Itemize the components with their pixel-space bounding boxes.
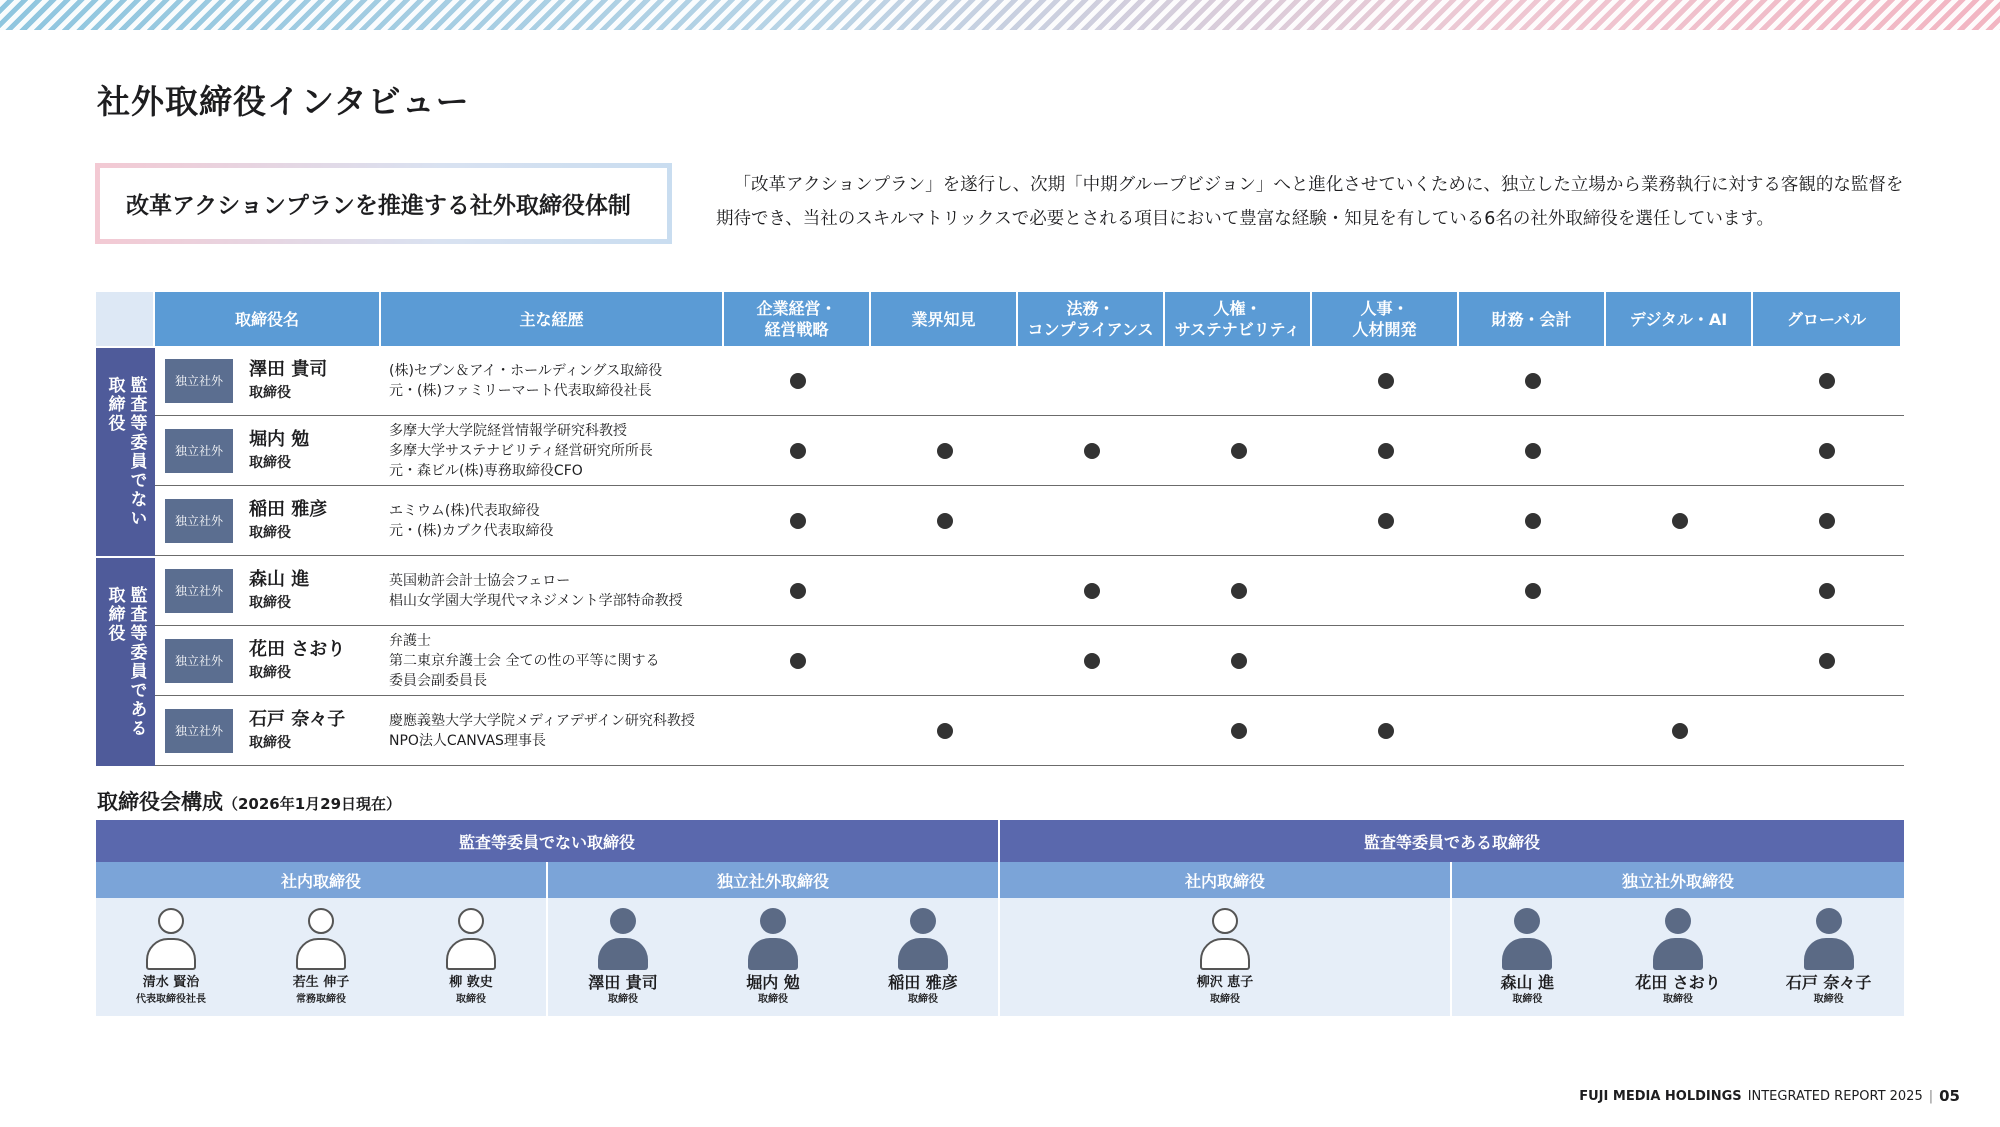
person-icon-head xyxy=(308,908,334,934)
career-line: 委員会副委員長 xyxy=(389,672,487,689)
footer-separator: | xyxy=(1928,1088,1934,1104)
director-name-cell xyxy=(155,486,381,555)
skill-dot xyxy=(790,373,806,389)
board-member xyxy=(1610,908,1746,1008)
skill-dot xyxy=(1525,443,1541,459)
skill-dot xyxy=(790,653,806,669)
member-name: 若生 伸子 xyxy=(292,975,350,990)
section-subtitle: 改革アクションプランを推進する社外取締役体制 xyxy=(100,168,667,239)
decorative-stripe-band xyxy=(0,0,2000,30)
group-label-1 xyxy=(96,556,155,766)
skill-cell-1 xyxy=(871,486,1018,555)
director-row xyxy=(155,696,1904,766)
composition-sub-header-3: 独立社外取締役 xyxy=(1452,862,1904,898)
skill-dot xyxy=(1525,513,1541,529)
skill-dot xyxy=(790,583,806,599)
director-row xyxy=(155,416,1904,486)
skill-dot xyxy=(1378,443,1394,459)
independent-badge: 独立社外 xyxy=(165,639,233,683)
skill-cell-4 xyxy=(1312,346,1459,415)
director-career-cell xyxy=(381,416,724,485)
intro-paragraph: 「改革アクションプラン」を遂行し、次期「中期グループビジョン」へと進化させていくために、独立した立場から業務執行に対する客観的な監督を期待でき、当社のスキルマトリックスで必要とされる項目において豊富な経験・知見を有している6名の社外取締役を選任しています。 xyxy=(716,175,1904,229)
composition-sub-header-0: 社内取締役 xyxy=(96,862,548,898)
member-name: 森山 進 xyxy=(1500,973,1555,992)
career-line: エミウム(株)代表取締役 xyxy=(389,502,540,519)
director-career-cell xyxy=(381,346,724,415)
director-role: 取締役 xyxy=(249,734,291,751)
member-name: 花田 さおり xyxy=(1635,973,1721,992)
skill-dot xyxy=(937,723,953,739)
page-number: 05 xyxy=(1939,1087,1960,1105)
header-skill-3: 人権・ サステナビリティ xyxy=(1165,292,1312,346)
skill-cell-2 xyxy=(1018,626,1165,695)
director-row xyxy=(155,346,1904,416)
skill-dot xyxy=(1231,443,1247,459)
skill-cell-7 xyxy=(1753,346,1900,415)
director-name-cell xyxy=(155,346,381,415)
member-name: 柳沢 恵子 xyxy=(1196,975,1254,990)
skill-cell-1 xyxy=(871,626,1018,695)
director-row xyxy=(155,626,1904,696)
skill-cell-6 xyxy=(1606,416,1753,485)
member-name: 稲田 雅彦 xyxy=(888,973,958,992)
page-title: 社外取締役インタビュー xyxy=(97,82,470,121)
skill-cell-7 xyxy=(1753,486,1900,555)
member-title: 常務取締役 xyxy=(296,994,346,1005)
person-icon-body xyxy=(898,938,948,970)
person-icon-head xyxy=(1514,908,1540,934)
director-name-block xyxy=(249,708,345,754)
skill-cell-2 xyxy=(1018,416,1165,485)
director-name-cell xyxy=(155,696,381,765)
member-name: 清水 賢治 xyxy=(142,975,200,990)
group-rows xyxy=(155,556,1904,766)
skill-dot xyxy=(1819,513,1835,529)
footer-brand: FUJI MEDIA HOLDINGS xyxy=(1579,1088,1742,1104)
skill-cell-5 xyxy=(1459,346,1606,415)
skill-dot xyxy=(1525,583,1541,599)
skill-cell-2 xyxy=(1018,346,1165,415)
skill-cell-6 xyxy=(1606,556,1753,625)
independent-badge: 独立社外 xyxy=(165,359,233,403)
person-icon-head xyxy=(1212,908,1238,934)
skill-dot xyxy=(1231,723,1247,739)
skill-cell-7 xyxy=(1753,626,1900,695)
skill-cell-6 xyxy=(1606,696,1753,765)
skill-cell-3 xyxy=(1165,486,1312,555)
skill-cell-7 xyxy=(1753,556,1900,625)
member-title: 取締役 xyxy=(1662,994,1693,1005)
member-title: 取締役 xyxy=(758,994,788,1005)
person-icon xyxy=(748,908,798,970)
skill-cell-3 xyxy=(1165,416,1312,485)
group-label-0 xyxy=(96,346,155,556)
member-title: 取締役 xyxy=(1813,994,1844,1005)
header-skill-1: 業界知見 xyxy=(871,292,1018,346)
group-label-text: 監査等委員である 取締役 xyxy=(104,586,147,738)
director-name: 澤田 貴司 xyxy=(249,358,328,380)
skill-dot xyxy=(1378,723,1394,739)
director-name-block xyxy=(249,638,345,684)
member-title: 取締役 xyxy=(456,994,486,1005)
skill-cell-7 xyxy=(1753,416,1900,485)
skill-dot xyxy=(1084,443,1100,459)
skill-cell-5 xyxy=(1459,556,1606,625)
header-skill-2: 法務・ コンプライアンス xyxy=(1018,292,1165,346)
independent-badge: 独立社外 xyxy=(165,429,233,473)
director-name: 石戸 奈々子 xyxy=(249,708,346,730)
skill-dot xyxy=(1672,513,1688,529)
skill-cell-0 xyxy=(724,696,871,765)
director-row xyxy=(155,486,1904,556)
skill-dot xyxy=(1231,653,1247,669)
director-role: 取締役 xyxy=(249,524,291,541)
skill-dot xyxy=(1378,513,1394,529)
skill-dot xyxy=(1231,583,1247,599)
skill-cell-4 xyxy=(1312,626,1459,695)
composition-top-header-1: 監査等委員である取締役 xyxy=(1000,820,1904,862)
skill-cell-5 xyxy=(1459,486,1606,555)
composition-cell-2 xyxy=(1000,898,1452,1016)
group-label-text: 監査等委員でない 取締役 xyxy=(104,376,147,528)
skill-cell-1 xyxy=(871,556,1018,625)
member-name: 澤田 貴司 xyxy=(588,973,658,992)
board-composition xyxy=(96,820,1904,1016)
director-group-0 xyxy=(96,346,1904,556)
composition-date: （2026年1月29日現在） xyxy=(223,795,402,813)
director-name-cell xyxy=(155,626,381,695)
career-line: (株)セブン＆アイ・ホールディングス取締役 xyxy=(389,362,663,379)
director-role: 取締役 xyxy=(249,594,291,611)
composition-top-header-0: 監査等委員でない取締役 xyxy=(96,820,1000,862)
skill-dot xyxy=(1819,373,1835,389)
career-line: 元・森ビル(株)専務取締役CFO xyxy=(389,462,583,479)
director-career-cell xyxy=(381,696,724,765)
director-name: 稲田 雅彦 xyxy=(249,498,328,520)
skill-cell-0 xyxy=(724,346,871,415)
composition-cell-1 xyxy=(548,898,1000,1016)
board-member xyxy=(403,908,539,1008)
director-role: 取締役 xyxy=(249,384,291,401)
person-icon-head xyxy=(158,908,184,934)
header-skill-7: グローバル xyxy=(1753,292,1900,346)
skill-cell-5 xyxy=(1459,416,1606,485)
member-name: 堀内 勉 xyxy=(746,973,800,992)
skill-dot xyxy=(1084,653,1100,669)
composition-title-text: 取締役会構成 xyxy=(97,790,223,814)
person-icon-head xyxy=(1665,908,1691,934)
person-icon-body xyxy=(598,938,648,970)
skill-cell-5 xyxy=(1459,696,1606,765)
skill-matrix-header xyxy=(96,292,1904,346)
skill-cell-4 xyxy=(1312,416,1459,485)
career-line: 弁護士 xyxy=(389,632,431,649)
career-line: 元・(株)ファミリーマート代表取締役社長 xyxy=(389,382,652,399)
skill-cell-3 xyxy=(1165,556,1312,625)
header-skill-5: 財務・会計 xyxy=(1459,292,1606,346)
board-member xyxy=(103,908,239,1008)
person-icon-head xyxy=(910,908,936,934)
page-footer xyxy=(1579,1087,1960,1105)
group-rows xyxy=(155,346,1904,556)
director-name-block xyxy=(249,498,327,544)
skill-cell-0 xyxy=(724,556,871,625)
composition-title xyxy=(97,786,401,816)
director-role: 取締役 xyxy=(249,664,291,681)
header-skill-6: デジタル・AI xyxy=(1606,292,1753,346)
skill-dot xyxy=(790,443,806,459)
director-name-block xyxy=(249,358,327,404)
skill-cell-6 xyxy=(1606,626,1753,695)
director-career-cell xyxy=(381,556,724,625)
skill-cell-6 xyxy=(1606,486,1753,555)
director-career-cell xyxy=(381,626,724,695)
director-career-cell xyxy=(381,486,724,555)
member-title: 取締役 xyxy=(608,994,638,1005)
person-icon-body xyxy=(146,938,196,970)
skill-cell-4 xyxy=(1312,696,1459,765)
director-name-cell xyxy=(155,416,381,485)
board-member xyxy=(1157,908,1293,1008)
skill-dot xyxy=(937,513,953,529)
board-member xyxy=(705,908,841,1008)
composition-cell-3 xyxy=(1452,898,1904,1016)
skill-cell-1 xyxy=(871,696,1018,765)
person-icon-head xyxy=(458,908,484,934)
footer-report: INTEGRATED REPORT 2025 xyxy=(1747,1088,1923,1104)
skill-cell-0 xyxy=(724,416,871,485)
member-title: 取締役 xyxy=(908,994,938,1005)
skill-cell-0 xyxy=(724,626,871,695)
person-icon xyxy=(1653,908,1703,970)
skill-dot xyxy=(1672,723,1688,739)
header-skill-4: 人事・ 人材開発 xyxy=(1312,292,1459,346)
board-member xyxy=(1761,908,1897,1008)
board-member xyxy=(1459,908,1595,1008)
director-role: 取締役 xyxy=(249,454,291,471)
skill-cell-3 xyxy=(1165,626,1312,695)
career-line: 多摩大学サステナビリティ経営研究所所長 xyxy=(389,442,653,459)
person-icon-body xyxy=(1502,938,1552,970)
skill-dot xyxy=(1525,373,1541,389)
skill-cell-2 xyxy=(1018,696,1165,765)
member-title: 取締役 xyxy=(1512,994,1543,1005)
member-title: 代表取締役社長 xyxy=(136,994,206,1005)
career-line: 多摩大学大学院経営情報学研究科教授 xyxy=(389,422,627,439)
skill-cell-4 xyxy=(1312,556,1459,625)
skill-cell-0 xyxy=(724,486,871,555)
person-icon xyxy=(898,908,948,970)
section-subtitle-box xyxy=(95,163,672,244)
person-icon xyxy=(296,908,346,970)
skill-matrix-table xyxy=(96,292,1904,766)
header-corner xyxy=(96,292,155,346)
skill-cell-4 xyxy=(1312,486,1459,555)
person-icon-head xyxy=(760,908,786,934)
composition-cell-0 xyxy=(96,898,548,1016)
skill-dot xyxy=(1819,443,1835,459)
composition-sub-header-1: 独立社外取締役 xyxy=(548,862,1000,898)
director-row xyxy=(155,556,1904,626)
independent-badge: 独立社外 xyxy=(165,709,233,753)
person-icon-body xyxy=(446,938,496,970)
board-member xyxy=(555,908,691,1008)
person-icon-body xyxy=(748,938,798,970)
independent-badge: 独立社外 xyxy=(165,569,233,613)
board-member xyxy=(855,908,991,1008)
member-title: 取締役 xyxy=(1210,994,1240,1005)
skill-dot xyxy=(937,443,953,459)
person-icon xyxy=(598,908,648,970)
person-icon xyxy=(146,908,196,970)
skill-dot xyxy=(1084,583,1100,599)
director-name: 花田 さおり xyxy=(249,638,346,660)
header-career: 主な経歴 xyxy=(381,292,724,346)
person-icon xyxy=(446,908,496,970)
skill-cell-2 xyxy=(1018,486,1165,555)
person-icon-body xyxy=(1653,938,1703,970)
director-name-cell xyxy=(155,556,381,625)
independent-badge: 独立社外 xyxy=(165,499,233,543)
header-skill-0: 企業経営・ 経営戦略 xyxy=(724,292,871,346)
director-group-1 xyxy=(96,556,1904,766)
skill-dot xyxy=(790,513,806,529)
skill-dot xyxy=(1819,653,1835,669)
skill-cell-6 xyxy=(1606,346,1753,415)
person-icon xyxy=(1502,908,1552,970)
member-name: 石戸 奈々子 xyxy=(1785,973,1872,992)
director-name: 森山 進 xyxy=(249,568,310,590)
skill-cell-7 xyxy=(1753,696,1900,765)
director-name-block xyxy=(249,428,309,474)
career-line: 第二東京弁護士会 全ての性の平等に関する xyxy=(389,652,660,669)
director-name-block xyxy=(249,568,309,614)
person-icon xyxy=(1804,908,1854,970)
skill-cell-3 xyxy=(1165,696,1312,765)
person-icon-body xyxy=(1804,938,1854,970)
member-name: 柳 敦史 xyxy=(449,975,493,990)
person-icon-body xyxy=(296,938,346,970)
career-line: NPO法人CANVAS理事長 xyxy=(389,732,546,749)
header-name: 取締役名 xyxy=(155,292,381,346)
skill-cell-2 xyxy=(1018,556,1165,625)
person-icon-body xyxy=(1200,938,1250,970)
skill-cell-5 xyxy=(1459,626,1606,695)
skill-dot xyxy=(1819,583,1835,599)
person-icon xyxy=(1200,908,1250,970)
skill-cell-1 xyxy=(871,416,1018,485)
director-name: 堀内 勉 xyxy=(249,428,310,450)
skill-cell-3 xyxy=(1165,346,1312,415)
person-icon-head xyxy=(610,908,636,934)
skill-dot xyxy=(1378,373,1394,389)
career-line: 椙山女学園大学現代マネジメント学部特命教授 xyxy=(389,592,683,609)
career-line: 元・(株)カブク代表取締役 xyxy=(389,522,554,539)
board-member xyxy=(253,908,389,1008)
skill-cell-1 xyxy=(871,346,1018,415)
career-line: 英国勅許会計士協会フェロー xyxy=(389,572,571,589)
person-icon-head xyxy=(1816,908,1842,934)
career-line: 慶應義塾大学大学院メディアデザイン研究科教授 xyxy=(389,712,695,729)
composition-sub-header-2: 社内取締役 xyxy=(1000,862,1452,898)
